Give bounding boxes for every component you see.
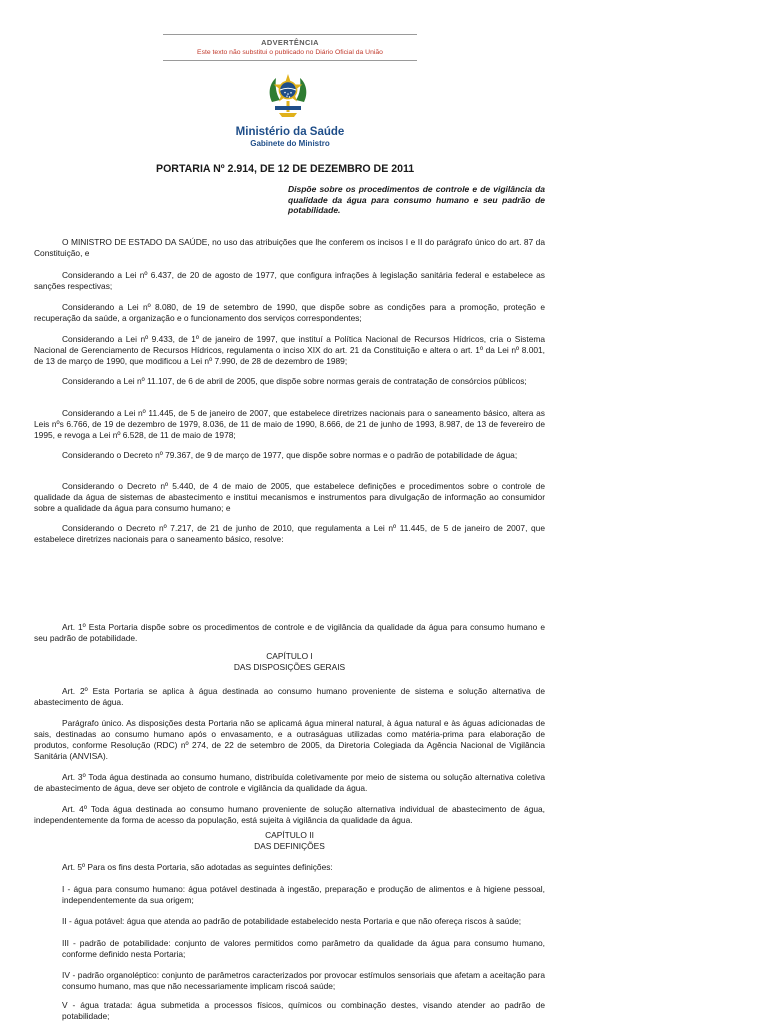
definition-item: II - água potável: água que atenda ao padrão de potabilidade estabelecido nesta Portaria e que não ofereça riscos à saúde; [62,916,522,926]
preamble-paragraph: Considerando a Lei nº 9.433, de 1º de janeiro de 1997, que instituí a Política Nacional de Recursos Hídricos, cria o Sistema Nacional de Gerenciamento de Recursos Hídricos, regulamenta o inciso XIX do art. 21 da Constituição e altera o art. 1º da Lei nº 8.001, de 13 de março de 1990, que modificou a Lei nº 7.990, de 28 de dezembro de 1989; [34,334,545,366]
preamble-paragraph: Considerando a Lei nº 11.107, de 6 de abril de 2005, que dispõe sobre normas gerais de contratação de consórcios públicos; [62,376,527,386]
preamble-paragraph: Considerando o Decreto nº 79.367, de 9 de março de 1977, que dispõe sobre normas e o padrão de potabilidade de água; [62,450,518,460]
ministry-name: Ministério da Saúde [235,126,345,138]
document-title: PORTARIA Nº 2.914, DE 12 DE DEZEMBRO DE 2011 [156,163,415,175]
article-2: Art. 2º Esta Portaria se aplica à água destinada ao consumo humano proveniente de sistema e solução alternativa de abastecimento de água. [34,686,545,707]
chapter-2-number: CAPÍTULO II [265,830,314,840]
preamble-paragraph: O MINISTRO DE ESTADO DA SAÚDE, no uso das atribuições que lhe conferem os incisos I e II do parágrafo único do art. 87 da Constituição, e [34,237,545,258]
definition-item: I - água para consumo humano: água potável destinada à ingestão, preparação e produção de alimentos e à higiene pessoal, independentemente da sua origem; [62,884,545,905]
article-5: Art. 5º Para os fins desta Portaria, são adotadas as seguintes definições: [62,862,333,872]
preamble-paragraph: Considerando o Decreto nº 7.217, de 21 de junho de 2010, que regulamenta a Lei nº 11.445, de 5 de janeiro de 2007, que estabelece diretrizes nacionais para o saneamento básico, resolve: [34,523,545,544]
definition-item: IV - padrão organoléptico: conjunto de parâmetros caracterizados por provocar estímulos sensoriais que afetam a aceitação para consumo humano, mas que não necessariamente implicam riscoá saúde; [62,970,545,991]
preamble-paragraph: Considerando o Decreto nº 5.440, de 4 de maio de 2005, que estabelece definições e procedimentos sobre o controle de qualidade da água de sistemas de abastecimento e institui mecanismos e instrumentos para divulgação de informação ao consumidor sobre a qualidade da água para consumo humano; e [34,481,545,513]
disclaimer-notice [163,34,417,61]
notice-text: Este texto não substitui o publicado no Diário Oficial da União [197,49,383,56]
notice-top-rule [163,34,417,35]
article-1: Art. 1º Esta Portaria dispõe sobre os procedimentos de controle e de vigilância da qualidade da água para consumo humano e seu padrão de potabilidade. [34,622,545,643]
notice-title: ADVERTÊNCIA [261,38,319,47]
definition-item: III - padrão de potabilidade: conjunto de valores permitidos como parâmetro da qualidade da água para consumo humano, conforme definido nesta Portaria; [62,938,545,959]
ministry-subtitle: Gabinete do Ministro [250,139,330,148]
ministry-header [225,126,355,149]
chapter-1-title: DAS DISPOSIÇÕES GERAIS [233,662,346,672]
chapter-1-number: CAPÍTULO I [266,651,313,661]
coat-of-arms-emblem [266,72,310,122]
preamble-paragraph: Considerando a Lei nº 8.080, de 19 de setembro de 1990, que dispõe sobre as condições para a promoção, proteção e recuperação da saúde, a organização e o funcionamento dos serviços correspondentes; [34,302,545,323]
preamble-paragraph: Considerando a Lei nº 6.437, de 20 de agosto de 1977, que configura infrações à legislação sanitária federal e estabelece as sanções respectivas; [34,270,545,291]
article-2-paragraph: Parágrafo único. As disposições desta Portaria não se aplicamá água mineral natural, à água natural e às águas adicionadas de sais, destinadas ao consumo humano após o envasamento, e a outraságuas utilizadas como matéria-prima para elaboração de produtos, conforme Resolução (RDC) nº 274, de 22 de setembro de 2005, da Diretoria Colegiada da Agência Nacional de Vigilância Sanitária (ANVISA). [34,718,545,761]
article-3: Art. 3º Toda água destinada ao consumo humano, distribuída coletivamente por meio de sistema ou solução alternativa coletiva de abastecimento de água, deve ser objeto de controle e vigilância da qualidade da água. [34,772,545,793]
article-4: Art. 4º Toda água destinada ao consumo humano proveniente de solução alternativa individual de abastecimento de água, independentemente da forma de acesso da população, está sujeita à vigilância da qualidade da água. [34,804,545,825]
document-ementa: Dispõe sobre os procedimentos de controle e de vigilância da qualidade da água para consumo humano e seu padrão de potabilidade. [288,184,545,216]
chapter-2-title: DAS DEFINIÇÕES [254,841,325,851]
notice-bottom-rule [163,60,417,61]
preamble-paragraph: Considerando a Lei nº 11.445, de 5 de janeiro de 2007, que estabelece diretrizes nacionais para o saneamento básico, altera as Leis nºs 6.766, de 19 de dezembro de 1979, 8.036, de 11 de maio de 1990, 8.666, de 21 de junho de 1993, 8.987, de 13 de fevereiro de 1995, e revoga a Lei nº 6.528, de 11 de maio de 1978; [34,408,545,440]
definition-item: V - água tratada: água submetida a processos físicos, químicos ou combinação destes, visando atender ao padrão de potabilidade; [62,1000,545,1021]
